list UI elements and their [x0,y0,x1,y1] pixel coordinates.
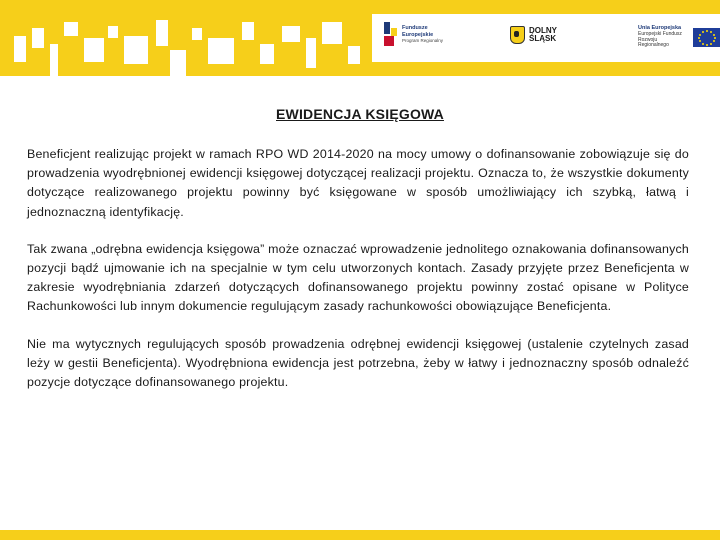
footer-band [0,530,720,540]
eagle-crest-icon [510,26,525,44]
paragraph-3: Nie ma wytycznych regulujących sposób prowadzenia odrębnej ewidencji księgowej (ustalenie czytelnych zasad leży w gestii Beneficjenta). Wyodrębniona ewidencja jest potrzebna, żeby w łatwy i jednoznaczny sposób odnaleźć pozycje dotyczące dofinansowanego projektu. [27,336,689,390]
ds-logo-line2: ŚLĄSK [529,34,557,43]
decor-block [322,22,342,44]
decor-block [260,44,274,64]
fundusze-europejskie-logo [384,22,443,48]
fe-logo-line3: Program Regionalny [402,38,444,44]
eu-flag-icon [693,28,720,47]
eu-logo-line3: Rozwoju Regionalnego [638,36,669,49]
ds-logo-line1: DOLNY [529,25,557,35]
decor-block [64,22,78,36]
decor-block [124,36,148,64]
decor-block [208,38,234,64]
decor-block [242,22,254,40]
decor-block [192,28,202,40]
paragraph-2: Tak zwana „odrębna ewidencja księgowa” może oznaczać wprowadzenie jednolitego oznakowania dofinansowanych pozycji bądź ujmowanie ich na specjalnie w tym celu utworzonych kontach. Zasady przyjęte przez Beneficjenta w zakresie wyodrębniania zdarzeń dotyczących dofinansowanego projektu powinny zostać opisane w Polityce Rachunkowości lub innym dokumencie regulującym zasady rachunkowości obowiązujące Beneficjenta. [27,241,689,314]
unia-europejska-logo [638,26,720,49]
decor-block [348,46,360,64]
document-body [27,145,689,410]
decor-block [50,44,58,76]
decor-block [306,38,316,68]
logo-strip [372,14,720,62]
dolny-slask-logo [510,26,557,44]
page-title: EWIDENCJA KSIĘGOWA [276,106,444,122]
fe-logo-line2: Europejskie [402,31,434,38]
fe-logo-line1: Fundusze [402,25,428,32]
eu-logo-line1: Unia Europejska [638,25,682,31]
decor-block [156,20,168,46]
paragraph-1: Beneficjent realizując projekt w ramach RPO WD 2014-2020 na mocy umowy o dofinansowanie zobowiązuje się do prowadzenia wyodrębnionej ewidencji księgowej dotyczącej realizacji projektu. Oznacza to, że wszystkie dokumenty dotyczące realizowanego projektu powinny być księgowane w sposób umożliwiający ich szybką, łatwą i jednoznaczną identyfikację. [27,147,689,219]
decor-block [282,26,300,42]
header-band [0,0,720,76]
decor-block [32,28,44,48]
fe-mark-icon [384,22,398,48]
eu-logo-line2: Europejski Fundusz [638,30,682,37]
decor-block [108,26,118,38]
decor-block [170,50,186,76]
decor-block [14,36,26,62]
decor-block [84,38,104,62]
